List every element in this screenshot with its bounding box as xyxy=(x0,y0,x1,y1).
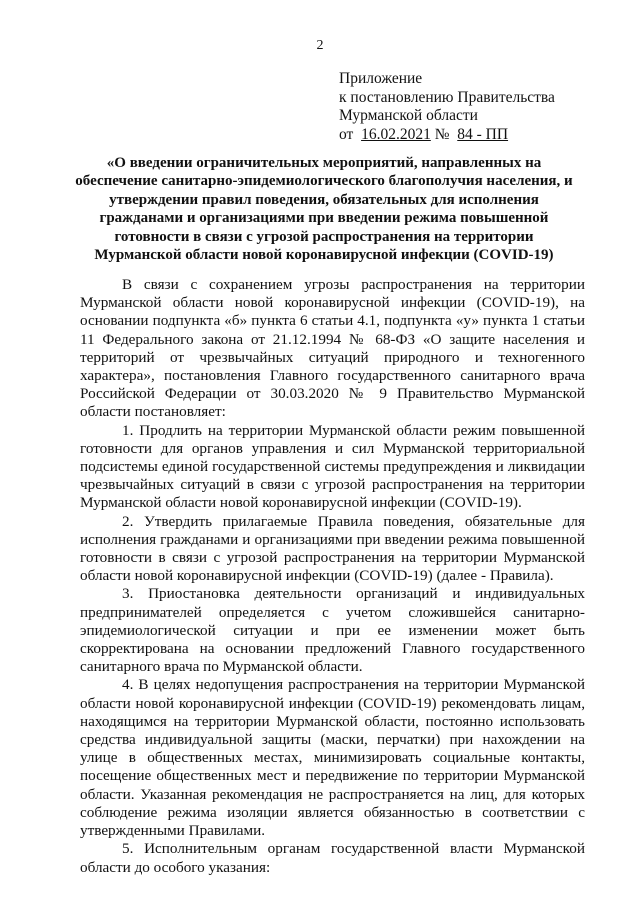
paragraph-line: санитарного врача по Мурманской области. xyxy=(80,658,363,676)
appendix-line: Приложение xyxy=(339,70,423,87)
paragraph-line: эпидемиологической ситуации и при ее изменении может быть xyxy=(80,621,585,639)
paragraph xyxy=(80,840,585,876)
paragraph-line: утвержденными Правилами. xyxy=(80,822,266,840)
date-prefix: от xyxy=(339,125,354,143)
paragraph xyxy=(80,513,585,586)
appendix-line: к постановлению Правительства xyxy=(339,88,555,106)
paragraph xyxy=(80,276,585,422)
paragraph-line: территорий от чрезвычайных ситуаций природного и техногенного xyxy=(80,348,585,366)
paragraph-line: чрезвычайных ситуаций в связи с угрозой распространения на территории xyxy=(80,476,585,494)
paragraph-line: области новой коронавирусной инфекции (COVID-19) (далее - Правила). xyxy=(80,567,554,585)
paragraph-line: характера», постановления Главного государственного санитарного врача xyxy=(80,367,585,385)
paragraph-line: готовности в связи с угрозой распространения на территории Мурманской xyxy=(80,549,585,567)
paragraph-line: области новой коронавирусной инфекции (COVID-19) рекомендовать лицам, xyxy=(80,694,585,712)
appendix-header xyxy=(339,70,599,144)
paragraph-line: Мурманской области новой коронавирусной инфекции (COVID-19). xyxy=(80,494,522,512)
resolution-number: 84 - ПП xyxy=(457,125,509,143)
paragraph-line: находящимся на территории Мурманской области, постоянно использовать xyxy=(80,712,585,730)
paragraph-line: области до особого указания: xyxy=(80,858,271,876)
paragraph-line: области постановляет: xyxy=(80,403,226,421)
paragraph-line: соблюдение режима изоляции является обязанностью в соответствии с xyxy=(80,803,585,821)
number-prefix: № xyxy=(434,125,450,143)
paragraph-line: исполнения гражданами и организациями при введении режима повышенной xyxy=(80,530,585,548)
paragraph-line: основании подпункта «б» пункта 6 статьи 4.1, подпункта «у» пункта 1 статьи xyxy=(80,312,585,330)
page-number: 2 xyxy=(316,38,324,53)
resolution-date: 16.02.2021 xyxy=(361,125,431,143)
paragraph-line: посещение общественных мест и передвижение по территории Мурманской xyxy=(80,767,585,785)
title-line: готовности в связи с угрозой распространения на территории xyxy=(114,228,534,245)
paragraph xyxy=(80,676,585,840)
paragraph-line: Российской Федерации от 30.03.2020 № 9 Правительство Мурманской xyxy=(80,385,585,403)
paragraph-line: В связи с сохранением угрозы распространения на территории xyxy=(122,276,585,293)
paragraph-line: готовности для органов управления и сил Мурманской территориальной xyxy=(80,439,585,457)
paragraph-line: 2. Утвердить прилагаемые Правила поведения, обязательные для xyxy=(122,512,585,530)
paragraph-line: 3. Приостановка деятельности организаций и индивидуальных xyxy=(122,585,585,603)
paragraph-line: скорректирована на основании предложений Главного государственного xyxy=(80,640,585,658)
paragraph-line: области. Указанная рекомендация не распространяется на лиц, для которых xyxy=(80,785,585,803)
paragraph-line: предпринимателей определяется с учетом сложившейся санитарно- xyxy=(80,603,585,621)
paragraph-line: Мурманской области новой коронавирусной инфекции (COVID-19), на xyxy=(80,294,585,312)
appendix-line: Мурманской области xyxy=(339,107,478,124)
paragraph-line: 1. Продлить на территории Мурманской области режим повышенной xyxy=(122,421,585,439)
appendix-date-line xyxy=(339,126,599,145)
document-body xyxy=(80,276,585,877)
title-line: утверждении правил поведения, обязательных для исполнения xyxy=(109,191,539,208)
title-line: гражданами и организациями при введении режима повышенной xyxy=(99,210,549,227)
title-line: Мурманской области новой коронавирусной инфекции (COVID-19) xyxy=(94,247,554,264)
paragraph-line: подсистемы единой государственной системы предупреждения и ликвидации xyxy=(80,458,585,476)
document-title xyxy=(60,154,588,264)
paragraph-line: 5. Исполнительным органам государственной власти Мурманской xyxy=(122,840,585,858)
paragraph-line: 4. В целях недопущения распространения на территории Мурманской xyxy=(122,676,585,694)
paragraph-line: 11 Федерального закона от 21.12.1994 № 68-ФЗ «О защите населения и xyxy=(80,330,585,348)
paragraph-line: улице в общественных местах, минимизировать социальные контакты, xyxy=(80,749,585,767)
title-line: обеспечение санитарно-эпидемиологического благополучия населения, и xyxy=(75,173,573,190)
paragraph xyxy=(80,585,585,676)
paragraph-line: средства индивидуальной защиты (маски, перчатки) при нахождении на xyxy=(80,731,585,749)
paragraph xyxy=(80,422,585,513)
title-line: «О введении ограничительных мероприятий, направленных на xyxy=(106,155,542,171)
